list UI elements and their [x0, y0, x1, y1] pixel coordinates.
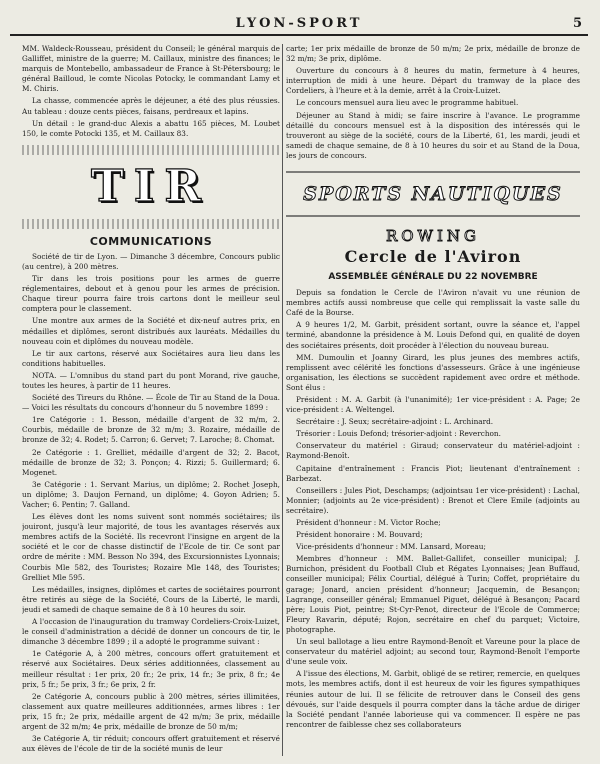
article-paragraph: 1e Catégorie A, à 200 mètres, concours offert gratuitement et réservé aux Sociétaires. Deux séries additionnées, classement au meilleur résultat : 1er prix, 20 fr.; 2e prix, 14 fr.; 3e prix, 8 fr.; 4e prix, 5 fr.; 5e prix, 3 fr.; 6e prix, 2 fr.	[22, 649, 280, 689]
article-paragraph: Les élèves dont les noms suivent sont nommés sociétaires; ils jouiront, jusqu'à leur majorité, de tous les avantages réservés aux membres actifs de la Société. Ils recevront l'insigne en argent de la société et le cor de chasse distinctif de l'Ecole de tir. Ce sont par ordre de mérite : MM. Besson No 394, des Excursionnistes Lyonnais; Courbis Mle 582, des Touristes; Rozaire Mle 148, des Touristes; Grelliet Mle 595.	[22, 512, 280, 582]
article-paragraph: MM. Dumoulin et Joanny Girard, les plus jeunes des membres actifs, remplissent avec célérité les fonctions d'assesseurs. Grâce à une ingénieuse organisation, les élections se succèdent rapidement avec ordre et méthode. Sont élus :	[286, 352, 580, 392]
page-header	[10, 16, 588, 36]
article-paragraph: Société de tir de Lyon. — Dimanche 3 décembre, Concours public (au centre), à 200 mètres.	[22, 251, 280, 271]
article-paragraph: A l'occasion de l'inauguration du tramway Cordeliers-Croix-Luizet, le conseil d'administration a décidé de donner un concours de tir, le dimanche 3 décembre 1899 ; il a adopté le programme suivant :	[22, 617, 280, 647]
article-paragraph: Président d'honneur : M. Victor Roche;	[296, 518, 441, 527]
article-paragraph: Conservateur du matériel : Giraud; conservateur du matériel-adjoint : Raymond-Benoît.	[286, 441, 580, 461]
article-paragraph: Capitaine d'entraînement : Francis Piot; lieutenant d'entraînement : Barbezat.	[286, 463, 580, 483]
article-paragraph: A 9 heures 1/2, M. Garbit, président sortant, ouvre la séance et, l'appel terminé, abandonne la présidence à M. Louis Defond qui, en qualité de doyen des sociétaires présents, doit procéder à l'élection du nouveau bureau.	[286, 320, 580, 350]
article-paragraph: Président honoraire : M. Bouvard;	[296, 530, 423, 540]
ornament-divider	[22, 219, 280, 229]
page-number: 5	[572, 16, 582, 31]
intro-paragraph: La chasse, commencée après le déjeuner, a été des plus réussies. Au tableau : douze cents pièces, faisans, perdreaux et lapins.	[22, 96, 280, 116]
article-paragraph: Depuis sa fondation le Cercle de l'Aviron n'avait vu une réunion de membres actifs aussi nombreuse que celle qui remplissait la vaste salle du Café de la Bourse.	[286, 288, 580, 318]
article-paragraph: Une montre aux armes de la Société et dix-neuf autres prix, en médailles et diplômes, seront distribués aux lauréats. Médailles du nouveau coin et diplômes du nouveau modèle.	[22, 316, 280, 346]
column-divider	[282, 44, 283, 756]
article-paragraph: Tir dans les trois positions pour les armes de guerre réglementaires, debout et à genou pour les armes de précision. Chaque tireur pourra faire trois cartons dont le meilleur seul comptera pour le classement.	[22, 274, 280, 314]
article-paragraph: 2e Catégorie : 1. Grelliet, médaille d'argent de 32; 2. Bacot, médaille de bronze de 32; 3. Ponçon; 4. Rizzi; 5. Guillermard; 6. Mogenet.	[22, 447, 280, 477]
club-heading: Cercle de l'Aviron	[344, 247, 522, 267]
article-paragraph: Conseillers : Jules Piot, Deschamps; (adjointsau 1er vice-président) : Lachal, Monnier; (adjoints au 2e vice-président) : Brenot et Clere Emile (adjoints au secrétaire).	[286, 485, 580, 515]
article-paragraph: Le tir aux cartons, réservé aux Sociétaires aura lieu dans les conditions habituelles.	[22, 348, 280, 368]
article-paragraph: Déjeuner au Stand à midi; se faire inscrire à l'avance. Le programme détaillé du concours mensuel est à la disposition des intéressés qui le trouveront au siège de la société, cours de la Liberté, 61, les mardi, jeudi et samedi de chaque semaine, de 8 à 10 heures du soir et au Stand de la Doua, les jours de concours.	[286, 110, 580, 160]
article-paragraph: Membres d'honneur : MM. Ballet-Gallifet, conseiller municipal; J. Burnichon, président du Football Club et Régates Lyonnaises; Jean Buffaud, conseiller municipal; Félix Courtial, délégué à Turin; Coffet, propriétaire du garage; Jonard, ancien président d'honneur; Jacquemin, de Besançon; Lagrange, conseiller général; Emmanuel Piguet, délégué à Besançon; Pacard père; Louis Piot, peintre; St-Cyr-Penot, directeur de l'Ecole de Commerce; Fleury Ravarin, député; Rojon, secrétaire en chef du parquet; Victoire, photographe.	[286, 554, 580, 634]
left-column	[22, 44, 280, 756]
article-paragraph: 3e Catégorie : 1. Servant Marius, un diplôme; 2. Rochet Joseph, un diplôme; 3. Daujon Fernand, un diplôme; 4. Goyon Adrien; 5. Vacher; 6. Pentin; 7. Galland.	[22, 479, 280, 509]
article-paragraph: Trésorier : Louis Defond; trésorier-adjoint : Reverchon.	[296, 429, 501, 439]
article-paragraph: Un seul ballotage a lieu entre Raymond-Benoît et Vareune pour la place de conservateur du matériel adjoint; au second tour, Raymond-Benoît l'emporte d'une seule voix.	[286, 637, 580, 667]
section-title-tir: TIR	[91, 160, 211, 212]
section-title-sports-nautiques: SPORTS NAUTIQUES	[303, 183, 563, 206]
ornament-divider	[286, 167, 580, 177]
article-paragraph: NOTA. — L'omnibus du stand part du pont Morand, rive gauche, toutes les heures, à partir de 11 heures.	[22, 370, 280, 390]
article-paragraph: A l'issue des élections, M. Garbit, obligé de se retirer, remercie, en quelques mots, les membres actifs, dont il est heureux de voir les figures sympathiques réunies autour de lui. Il se félicite de retrouver dans le Conseil des gens dévoués, sur l'aide desquels il pourra compter dans la tâche ardue de diriger la Société pendant l'année laborieuse qui va commencer. Il espère ne pas rencontrer de faiblesse chez ses collaborateurs	[286, 669, 580, 729]
rowing-heading: ROWING	[385, 227, 481, 246]
article-paragraph: Ouverture du concours à 8 heures du matin, fermeture à 4 heures, interruption de midi à une heure. Départ du tramway de la place des Cordeliers, à l'heure et à la demie, arrêt à la Croix-Luizet.	[286, 66, 580, 96]
article-paragraph: Le concours mensuel aura lieu avec le programme habituel.	[296, 98, 519, 108]
assembly-heading: ASSEMBLÉE GÉNÉRALE DU 22 NOVEMBRE	[328, 272, 538, 283]
right-column	[286, 44, 580, 756]
article-paragraph: 1re Catégorie : 1. Besson, médaille d'argent de 32 m/m, 2. Courbis, médaille de bronze de 32 m/m; 3. Rozaire, médaille de bronze de 32; 4. Rodet; 5. Carron; 6. Gervet; 7. Laroche; 8. Chomat.	[22, 415, 280, 445]
intro-paragraph: Un détail : le grand-duc Alexis a abattu 165 pièces, M. Loubet 150, le comte Potocki 135, et M. Caillaux 83.	[22, 118, 280, 138]
article-paragraph: 3e Catégorie A, tir réduit; concours offert gratuitement et réservé aux élèves de l'école de tir de la société munis de leur	[22, 734, 280, 754]
article-paragraph: carte; 1er prix médaille de bronze de 50 m/m; 2e prix, médaille de bronze de 32 m/m; 3e prix, diplôme.	[286, 44, 580, 64]
article-paragraph: Vice-présidents d'honneur : MM. Lansard, Moreau;	[296, 542, 486, 552]
article-paragraph: Les médailles, insignes, diplômes et cartes de sociétaires pourront être retirés au siège de la Société, Cours de la Liberté, le mardi, jeudi et samedi de chaque semaine de 8 à 10 heures du soir.	[22, 584, 280, 614]
article-paragraph: Secrétaire : J. Seux; secrétaire-adjoint : L. Archinard.	[296, 417, 494, 427]
ornament-divider	[286, 211, 580, 221]
journal-title: LYON-SPORT	[235, 16, 363, 31]
intro-paragraph: MM. Waldeck-Rousseau, président du Conseil; le général marquis de Galliffet, ministre de la guerre; M. Caillaux, ministre des finances; le marquis de Montebello, ambassadeur de France à St-Pétersbourg; le général Bailloud, le comte Nicolas Potocky, le commandant Lamy et M. Chiris.	[22, 44, 280, 94]
section-subtitle: COMMUNICATIONS	[89, 234, 213, 248]
ornament-divider	[22, 145, 280, 155]
article-paragraph: 2e Catégorie A, concours public à 200 mètres, séries illimitées, classement aux quatre meilleures additionnées, armes libres : 1er prix, 15 fr.; 2e prix, médaille argent de 42 m/m; 3e prix, médaille argent de 32 m/m; 4e prix, médaille de bronze de 50 m/m;	[22, 691, 280, 731]
article-paragraph: Société des Tireurs du Rhône. — École de Tir au Stand de la Doua. — Voici les résultats du concours d'honneur du 5 novembre 1899 :	[22, 393, 280, 413]
article-paragraph: Président : M. A. Garbit (à l'unanimité); 1er vice-président : A. Page; 2e vice-président : A. Weltengel.	[286, 394, 580, 415]
